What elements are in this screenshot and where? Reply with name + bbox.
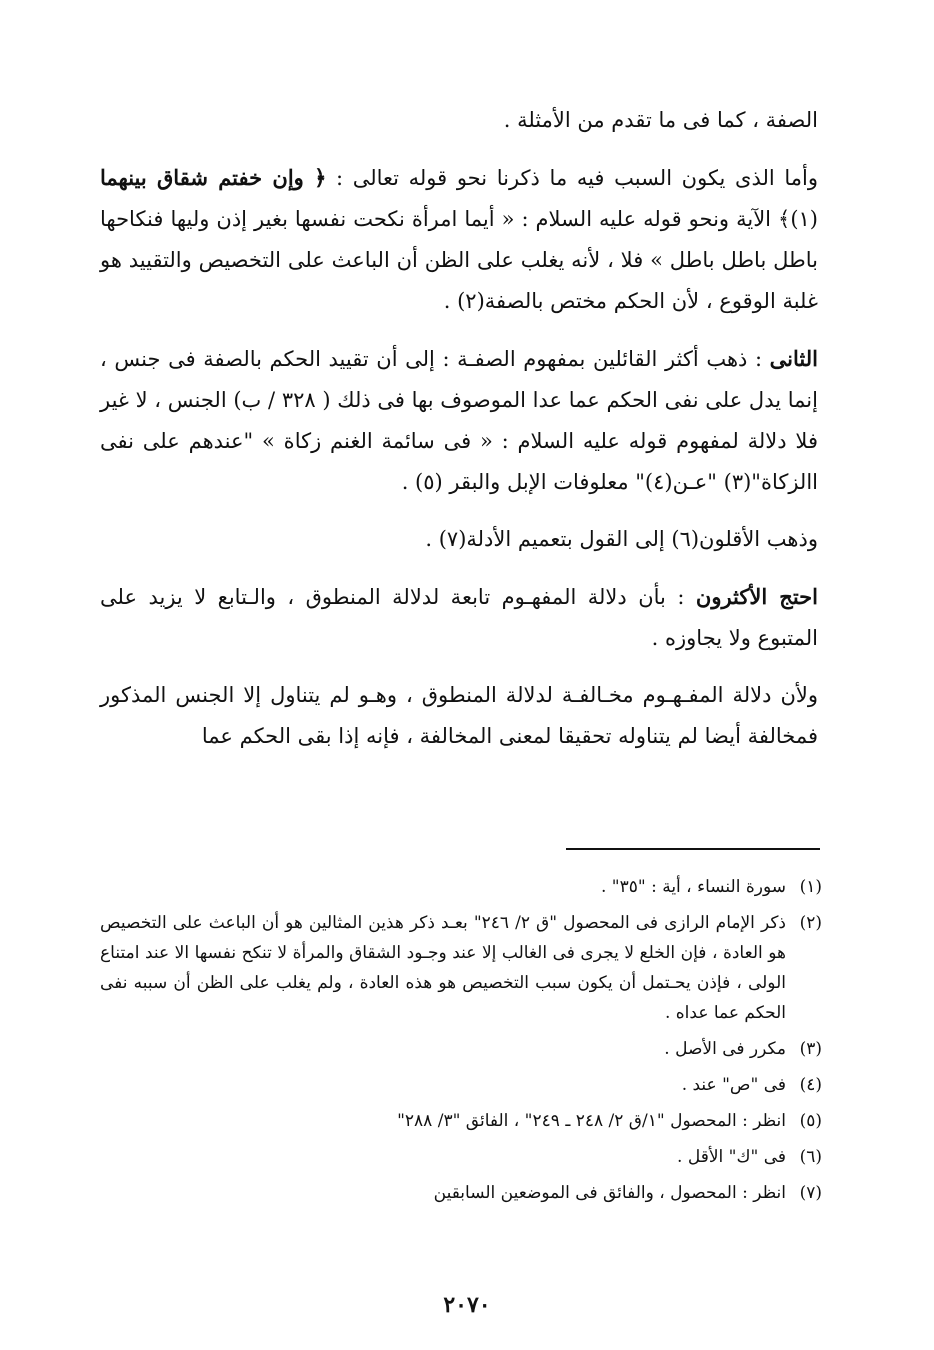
- quran-verse: ﴿ وإن خفتم شقاق بينهما: [100, 165, 327, 190]
- paragraph-2: [100, 157, 818, 322]
- footnote-number: (٦): [799, 1147, 822, 1167]
- footnote: [100, 1178, 822, 1208]
- footnotes: [100, 872, 822, 1214]
- paragraph-2-intro: وأما الذى يكون السبب فيه ما ذكرنا نحو قوله تعالى :: [326, 166, 818, 190]
- footnote: [100, 1034, 822, 1064]
- footnote-number: (٣): [799, 1039, 822, 1059]
- footnote: [100, 1106, 822, 1136]
- footnote-text: سورة النساء ، أية : "٣٥" .: [600, 877, 786, 897]
- paragraph-6: ولأن دلالة المفـهـوم مخـالفـة لدلالة المنطوق ، وهـو لم يتناول إلا الجنس المذكور فمخالفة أيضا لم يتناوله تحقيقا لمعنى المخالفة ، فإنه إذا بقى الحكم عما: [100, 683, 818, 748]
- main-text: [100, 100, 818, 773]
- footnote-number: (٢): [799, 913, 822, 933]
- footnote-text: فى "ك" الأقل .: [677, 1147, 786, 1167]
- footnote-number: (١): [799, 877, 822, 897]
- paragraph-5: [100, 576, 818, 659]
- footnote-text: مكرر فى الأصل .: [664, 1039, 786, 1059]
- footnote-number: (٥): [799, 1111, 822, 1131]
- paragraph-3-body: : ذهب أكثر القائلين بمفهوم الصفـة : إلى أن تقييد الحكم بالصفة فى جنس ، إنما يدل على نفى الحكم عما عدا الموصوف بها فى ذلك ( ٣٢٨ / ب) الجنس ، لا غير فلا دلالة لمفهوم قوله عليه السلام : « فى سائمة الغنم زكاة » "عندهم على نفى االزكاة"(٣) "عـن(٤)" معلوفات الإبل والبقر (٥) .: [100, 347, 818, 494]
- footnote-number: (٧): [799, 1183, 822, 1203]
- paragraph-4: وذهب الأقلون(٦) إلى القول بتعميم الأدلة(٧) .: [425, 527, 818, 551]
- footnote-text: انظر : المحصول ، والفائق فى الموضعين السابقين: [433, 1183, 786, 1203]
- footnote-text: فى "ص" عند .: [681, 1075, 786, 1095]
- paragraph-3: [100, 338, 818, 503]
- paragraph-5-body: : بأن دلالة المفهـوم تابعة لدلالة المنطوق ، والـتابع لا يزيد على المتبوع ولا يجاوزه .: [100, 585, 818, 650]
- footnote: [100, 1142, 822, 1172]
- paragraph-2-rest: الآية ونحو قوله عليه السلام : « أيما امرأة نكحت نفسها بغير إذن وليها فنكاحها باطل باطل باطل » فلا ، لأنه يغلب على الظن أن الباعث على التخصيص والتقييد هو غلبة الوقوع ، لأن الحكم مختص بالصفة(٢) .: [100, 207, 818, 313]
- section-heading-argument: احتج الأكثرون: [695, 584, 818, 609]
- section-heading-second: الثانى: [769, 346, 818, 371]
- footnote: [100, 908, 822, 1028]
- footnote-divider: [566, 848, 820, 850]
- page-number: ٢٠٧٠: [443, 1292, 491, 1318]
- verse-footnote-ref: (١)﴾: [778, 207, 818, 231]
- footnote-text: انظر : المحصول "١/ق ٢/ ٢٤٨ ـ ٢٤٩" ، الفائق "٣/ ٢٨٨": [397, 1111, 786, 1131]
- paragraph-1: الصفة ، كما فى ما تقدم من الأمثلة .: [503, 108, 818, 132]
- footnote: [100, 872, 822, 902]
- footnote-number: (٤): [799, 1075, 822, 1095]
- footnote: [100, 1070, 822, 1100]
- footnote-text: ذكر الإمام الرازى فى المحصول "ق ٢/ ٢٤٦" بعـد ذكر هذين المثالين هو أن الباعث على التخصيص هو العادة ، فإن الخلع لا يجرى فى الغالب إلا عند وجـود الشقاق والمرأة لا تنكح نفسها الا عند امتناع الولى ، فإذن يحـتمل أن يكون سبب التخصيص هو هذه العادة ، ولم يغلب على الظن أن سببه نفى الحكم عما عداه .: [100, 913, 786, 1023]
